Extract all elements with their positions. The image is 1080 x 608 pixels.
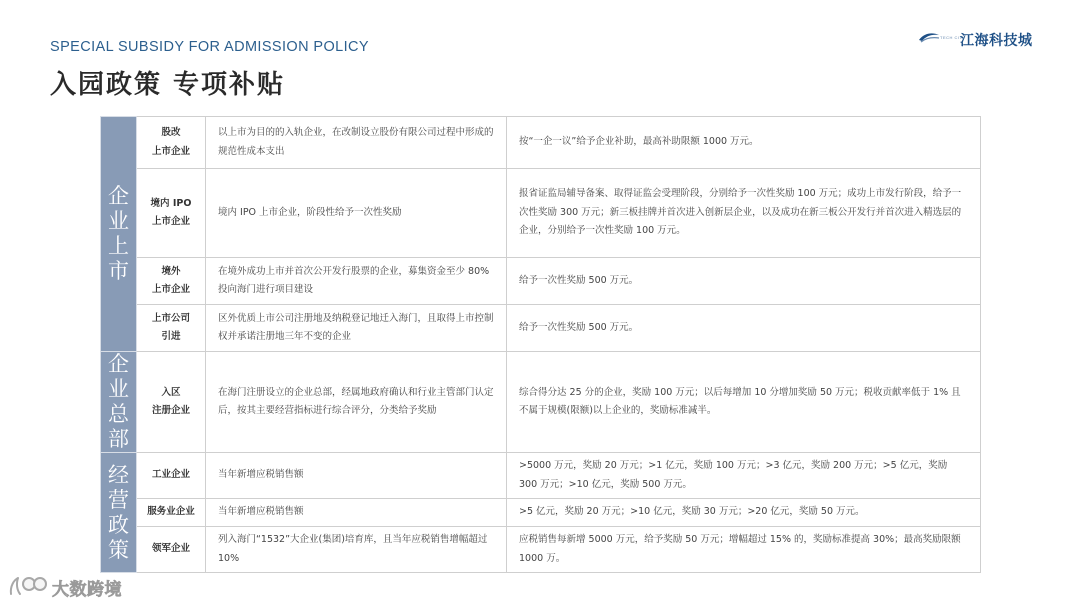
condition-cell: 境内 IPO 上市企业，阶段性给予一次性奖励 (206, 169, 507, 258)
logo-swoosh-icon (918, 31, 940, 43)
watermark (8, 572, 148, 600)
condition-cell: 当年新增应税销售额 (206, 453, 507, 499)
subcategory-cell: 境外 上市企业 (137, 258, 206, 305)
condition-cell: 以上市为目的的入轨企业，在改制设立股份有限公司过程中形成的规范性成本支出 (206, 117, 507, 169)
category-cell-listing: 企业上市 (101, 117, 137, 352)
table-row (101, 453, 981, 499)
subcategory-cell: 境内 IPO 上市企业 (137, 169, 206, 258)
category-cell-headquarters: 企业总部 (101, 352, 137, 453)
page-subtitle-en: SPECIAL SUBSIDY FOR ADMISSION POLICY (50, 39, 369, 55)
reward-cell: 按“一企一议”给予企业补助，最高补助限额 1000 万元。 (507, 117, 981, 169)
reward-cell: >5 亿元，奖励 20 万元；>10 亿元，奖励 30 万元；>20 亿元，奖励 50 万元。 (507, 499, 981, 527)
logo-text: 江海科技城 (960, 33, 1033, 49)
reward-cell: 综合得分达 25 分的企业，奖励 100 万元；以后每增加 10 分增加奖励 50 万元；税收贡献率低于 1% 且不属于规模(限额)以上企业的，奖励标准减半。 (507, 352, 981, 453)
reward-cell: 报省证监局辅导备案、取得证监会受理阶段，分别给予一次性奖励 100 万元；成功上市发行阶段，给予一次性奖励 300 万元；新三板挂牌并首次进入创新层企业，以及成功在新三板公开发行并首次进入精选层的企业，分别给予一次性奖励 100 万元。 (507, 169, 981, 258)
watermark-logo-icon (8, 574, 48, 598)
reward-cell: 应税销售每新增 5000 万元，给予奖励 50 万元；增幅超过 15% 的，奖励标准提高 30%；最高奖励限额 1000 万。 (507, 527, 981, 573)
reward-cell: 给予一次性奖励 500 万元。 (507, 305, 981, 352)
logo (918, 30, 1048, 50)
table-row (101, 258, 981, 305)
subcategory-cell: 入区 注册企业 (137, 352, 206, 453)
condition-cell: 在海门注册设立的企业总部，经属地政府确认和行业主管部门认定后，按其主要经营指标进行综合评分，分类给予奖励 (206, 352, 507, 453)
reward-cell: 给予一次性奖励 500 万元。 (507, 258, 981, 305)
table-row (101, 352, 981, 453)
table-row (101, 499, 981, 527)
condition-cell: 区外优质上市公司注册地及纳税登记地迁入海门，且取得上市控制权并承诺注册地三年不变的企业 (206, 305, 507, 352)
condition-cell: 列入海门“1532”大企业(集团)培育库，且当年应税销售增幅超过 10% (206, 527, 507, 573)
subcategory-cell: 股改 上市企业 (137, 117, 206, 169)
condition-cell: 在境外成功上市并首次公开发行股票的企业，募集资金至少 80% 投向海门进行项目建设 (206, 258, 507, 305)
table-row (101, 305, 981, 352)
watermark-text: 大数跨境 (52, 580, 122, 600)
condition-cell: 当年新增应税销售额 (206, 499, 507, 527)
reward-cell: >5000 万元，奖励 20 万元；>1 亿元，奖励 100 万元；>3 亿元，奖励 200 万元；>5 亿元，奖励 300 万元；>10 亿元，奖励 500 万元。 (507, 453, 981, 499)
policy-table (100, 116, 981, 573)
subcategory-cell: 服务业企业 (137, 499, 206, 527)
subcategory-cell: 上市公司 引进 (137, 305, 206, 352)
logo-tech-label: TECH CITY (940, 35, 966, 40)
page-title: 入园政策 专项补贴 (50, 70, 286, 100)
table-row (101, 169, 981, 258)
subcategory-cell: 领军企业 (137, 527, 206, 573)
subcategory-cell: 工业企业 (137, 453, 206, 499)
table-row (101, 117, 981, 169)
category-cell-operations: 经营政策 (101, 453, 137, 573)
table-row (101, 527, 981, 573)
